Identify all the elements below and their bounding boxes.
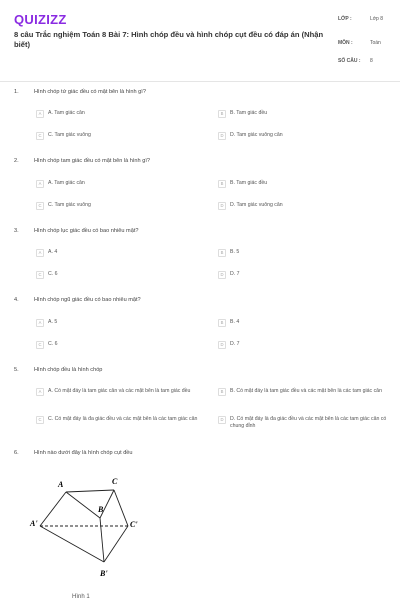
question-number: 1. bbox=[14, 89, 19, 95]
option-letter-badge: C bbox=[36, 271, 44, 279]
question-text: Hình chóp đều là hình chóp bbox=[34, 367, 103, 373]
option-letter-badge: B bbox=[218, 249, 226, 257]
vertex-label-b: B bbox=[98, 505, 104, 514]
option-letter-badge: B bbox=[218, 110, 226, 118]
q1-option-c[interactable] bbox=[36, 132, 206, 148]
edge-a-b bbox=[66, 492, 100, 518]
option-letter-badge: A bbox=[36, 110, 44, 118]
option-text: C. 6 bbox=[48, 341, 58, 347]
meta-count bbox=[338, 58, 400, 76]
meta-count-value: 8 bbox=[370, 58, 373, 64]
question-text: Hình chóp lục giác đều có bao nhiêu mặt? bbox=[34, 228, 139, 234]
worksheet-meta bbox=[338, 16, 400, 76]
q5-option-d[interactable] bbox=[218, 416, 393, 436]
option-letter-badge: A bbox=[36, 249, 44, 257]
option-letter-badge: D bbox=[218, 341, 226, 349]
option-text: D. Tam giác vuông cân bbox=[230, 132, 283, 138]
q1-option-d[interactable] bbox=[218, 132, 393, 148]
q2-option-d[interactable] bbox=[218, 202, 393, 218]
option-text: C. Có mặt đáy là đa giác đều và các mặt bên là các tam giác cân bbox=[48, 416, 198, 422]
option-letter-badge: D bbox=[218, 132, 226, 140]
q1-option-a[interactable] bbox=[36, 110, 206, 126]
option-letter-badge: A bbox=[36, 180, 44, 188]
q4-option-b[interactable] bbox=[218, 319, 393, 335]
option-text: D. 7 bbox=[230, 341, 240, 347]
option-text: A. Tam giác cân bbox=[48, 110, 85, 116]
edge-c1-b1 bbox=[104, 526, 128, 562]
worksheet-header bbox=[0, 0, 400, 82]
vertex-label-a1: A' bbox=[30, 519, 38, 528]
option-text: D. Có mặt đáy là đa giác đều và các mặt bên là các tam giác cân có chung đỉnh bbox=[230, 416, 387, 429]
option-text: A. Có mặt đáy là tam giác cân và các mặt bên là tam giác đều bbox=[48, 388, 191, 394]
q4-option-d[interactable] bbox=[218, 341, 393, 357]
edge-c1-c bbox=[114, 490, 128, 526]
question-text: Hình nào dưới đây là hình chóp cụt đều bbox=[34, 450, 133, 456]
option-letter-badge: B bbox=[218, 388, 226, 396]
edge-b1-b bbox=[100, 518, 104, 562]
option-text: B. 5 bbox=[230, 249, 240, 255]
q4-option-a[interactable] bbox=[36, 319, 206, 335]
q3-option-c[interactable] bbox=[36, 271, 206, 287]
option-letter-badge: D bbox=[218, 416, 226, 424]
option-letter-badge: D bbox=[218, 202, 226, 210]
q5-option-b[interactable] bbox=[218, 388, 393, 408]
question-number: 4. bbox=[14, 297, 19, 303]
q2-option-c[interactable] bbox=[36, 202, 206, 218]
meta-class-value: Lớp 8 bbox=[370, 16, 384, 22]
option-text: B. Có mặt đáy là tam giác đều và các mặt bên là các tam giác cân bbox=[230, 388, 382, 394]
edge-a-c bbox=[66, 490, 114, 492]
option-letter-badge: A bbox=[36, 388, 44, 396]
edge-a1-b1 bbox=[40, 526, 104, 562]
quizizz-logo: QUIZIZZ bbox=[14, 12, 67, 27]
worksheet-title: 8 câu Trắc nghiệm Toán 8 Bài 7: Hình chóp đều và hình chóp cụt đều có đáp án (Nhận biết) bbox=[14, 30, 324, 49]
option-text: B. Tam giác đều bbox=[230, 110, 268, 116]
question-text: Hình chóp tứ giác đều có mặt bên là hình gì? bbox=[34, 89, 146, 95]
vertex-label-b1: B' bbox=[100, 569, 108, 578]
vertex-label-c: C bbox=[112, 477, 118, 486]
q4-option-c[interactable] bbox=[36, 341, 206, 357]
meta-class-label: LỚP : bbox=[338, 16, 352, 22]
option-letter-badge: B bbox=[218, 180, 226, 188]
option-text: B. Tam giác đều bbox=[230, 180, 268, 186]
option-letter-badge: C bbox=[36, 341, 44, 349]
q2-option-b[interactable] bbox=[218, 180, 393, 196]
option-text: C. Tam giác vuông bbox=[48, 202, 91, 208]
option-text: B. 4 bbox=[230, 319, 240, 325]
q2-option-a[interactable] bbox=[36, 180, 206, 196]
meta-count-label: SỐ CÂU : bbox=[338, 58, 361, 64]
question-number: 3. bbox=[14, 228, 19, 234]
q1-option-b[interactable] bbox=[218, 110, 393, 126]
option-text: A. 5 bbox=[48, 319, 58, 325]
figure-caption: Hình 1 bbox=[72, 594, 90, 600]
q3-option-b[interactable] bbox=[218, 249, 393, 265]
question-text: Hình chóp ngũ giác đều có bao nhiêu mặt? bbox=[34, 297, 141, 303]
option-letter-badge: B bbox=[218, 319, 226, 327]
q3-option-d[interactable] bbox=[218, 271, 393, 287]
option-text: C. Tam giác vuông bbox=[48, 132, 91, 138]
question-number: 6. bbox=[14, 450, 19, 456]
meta-class bbox=[338, 16, 400, 34]
q3-option-a[interactable] bbox=[36, 249, 206, 265]
q5-option-a[interactable] bbox=[36, 388, 206, 408]
option-letter-badge: D bbox=[218, 271, 226, 279]
option-letter-badge: A bbox=[36, 319, 44, 327]
question-text: Hình chóp tam giác đều có mặt bên là hình gì? bbox=[34, 158, 150, 164]
option-text: A. Tam giác cân bbox=[48, 180, 85, 186]
question-number: 2. bbox=[14, 158, 19, 164]
option-letter-badge: C bbox=[36, 416, 44, 424]
vertex-label-c1: C' bbox=[130, 520, 138, 529]
vertex-label-a: A bbox=[58, 480, 64, 489]
option-letter-badge: C bbox=[36, 202, 44, 210]
option-text: D. Tam giác vuông cân bbox=[230, 202, 283, 208]
meta-subject-value: Toán bbox=[370, 40, 381, 46]
option-text: C. 6 bbox=[48, 271, 58, 277]
edge-a1-a bbox=[40, 492, 66, 526]
question-number: 5. bbox=[14, 367, 19, 373]
option-text: D. 7 bbox=[230, 271, 240, 277]
option-text: A. 4 bbox=[48, 249, 58, 255]
meta-subject-label: MÔN : bbox=[338, 40, 353, 46]
option-letter-badge: C bbox=[36, 132, 44, 140]
q5-option-c[interactable] bbox=[36, 416, 206, 436]
pyramid-figure bbox=[28, 472, 168, 590]
meta-subject bbox=[338, 40, 400, 58]
